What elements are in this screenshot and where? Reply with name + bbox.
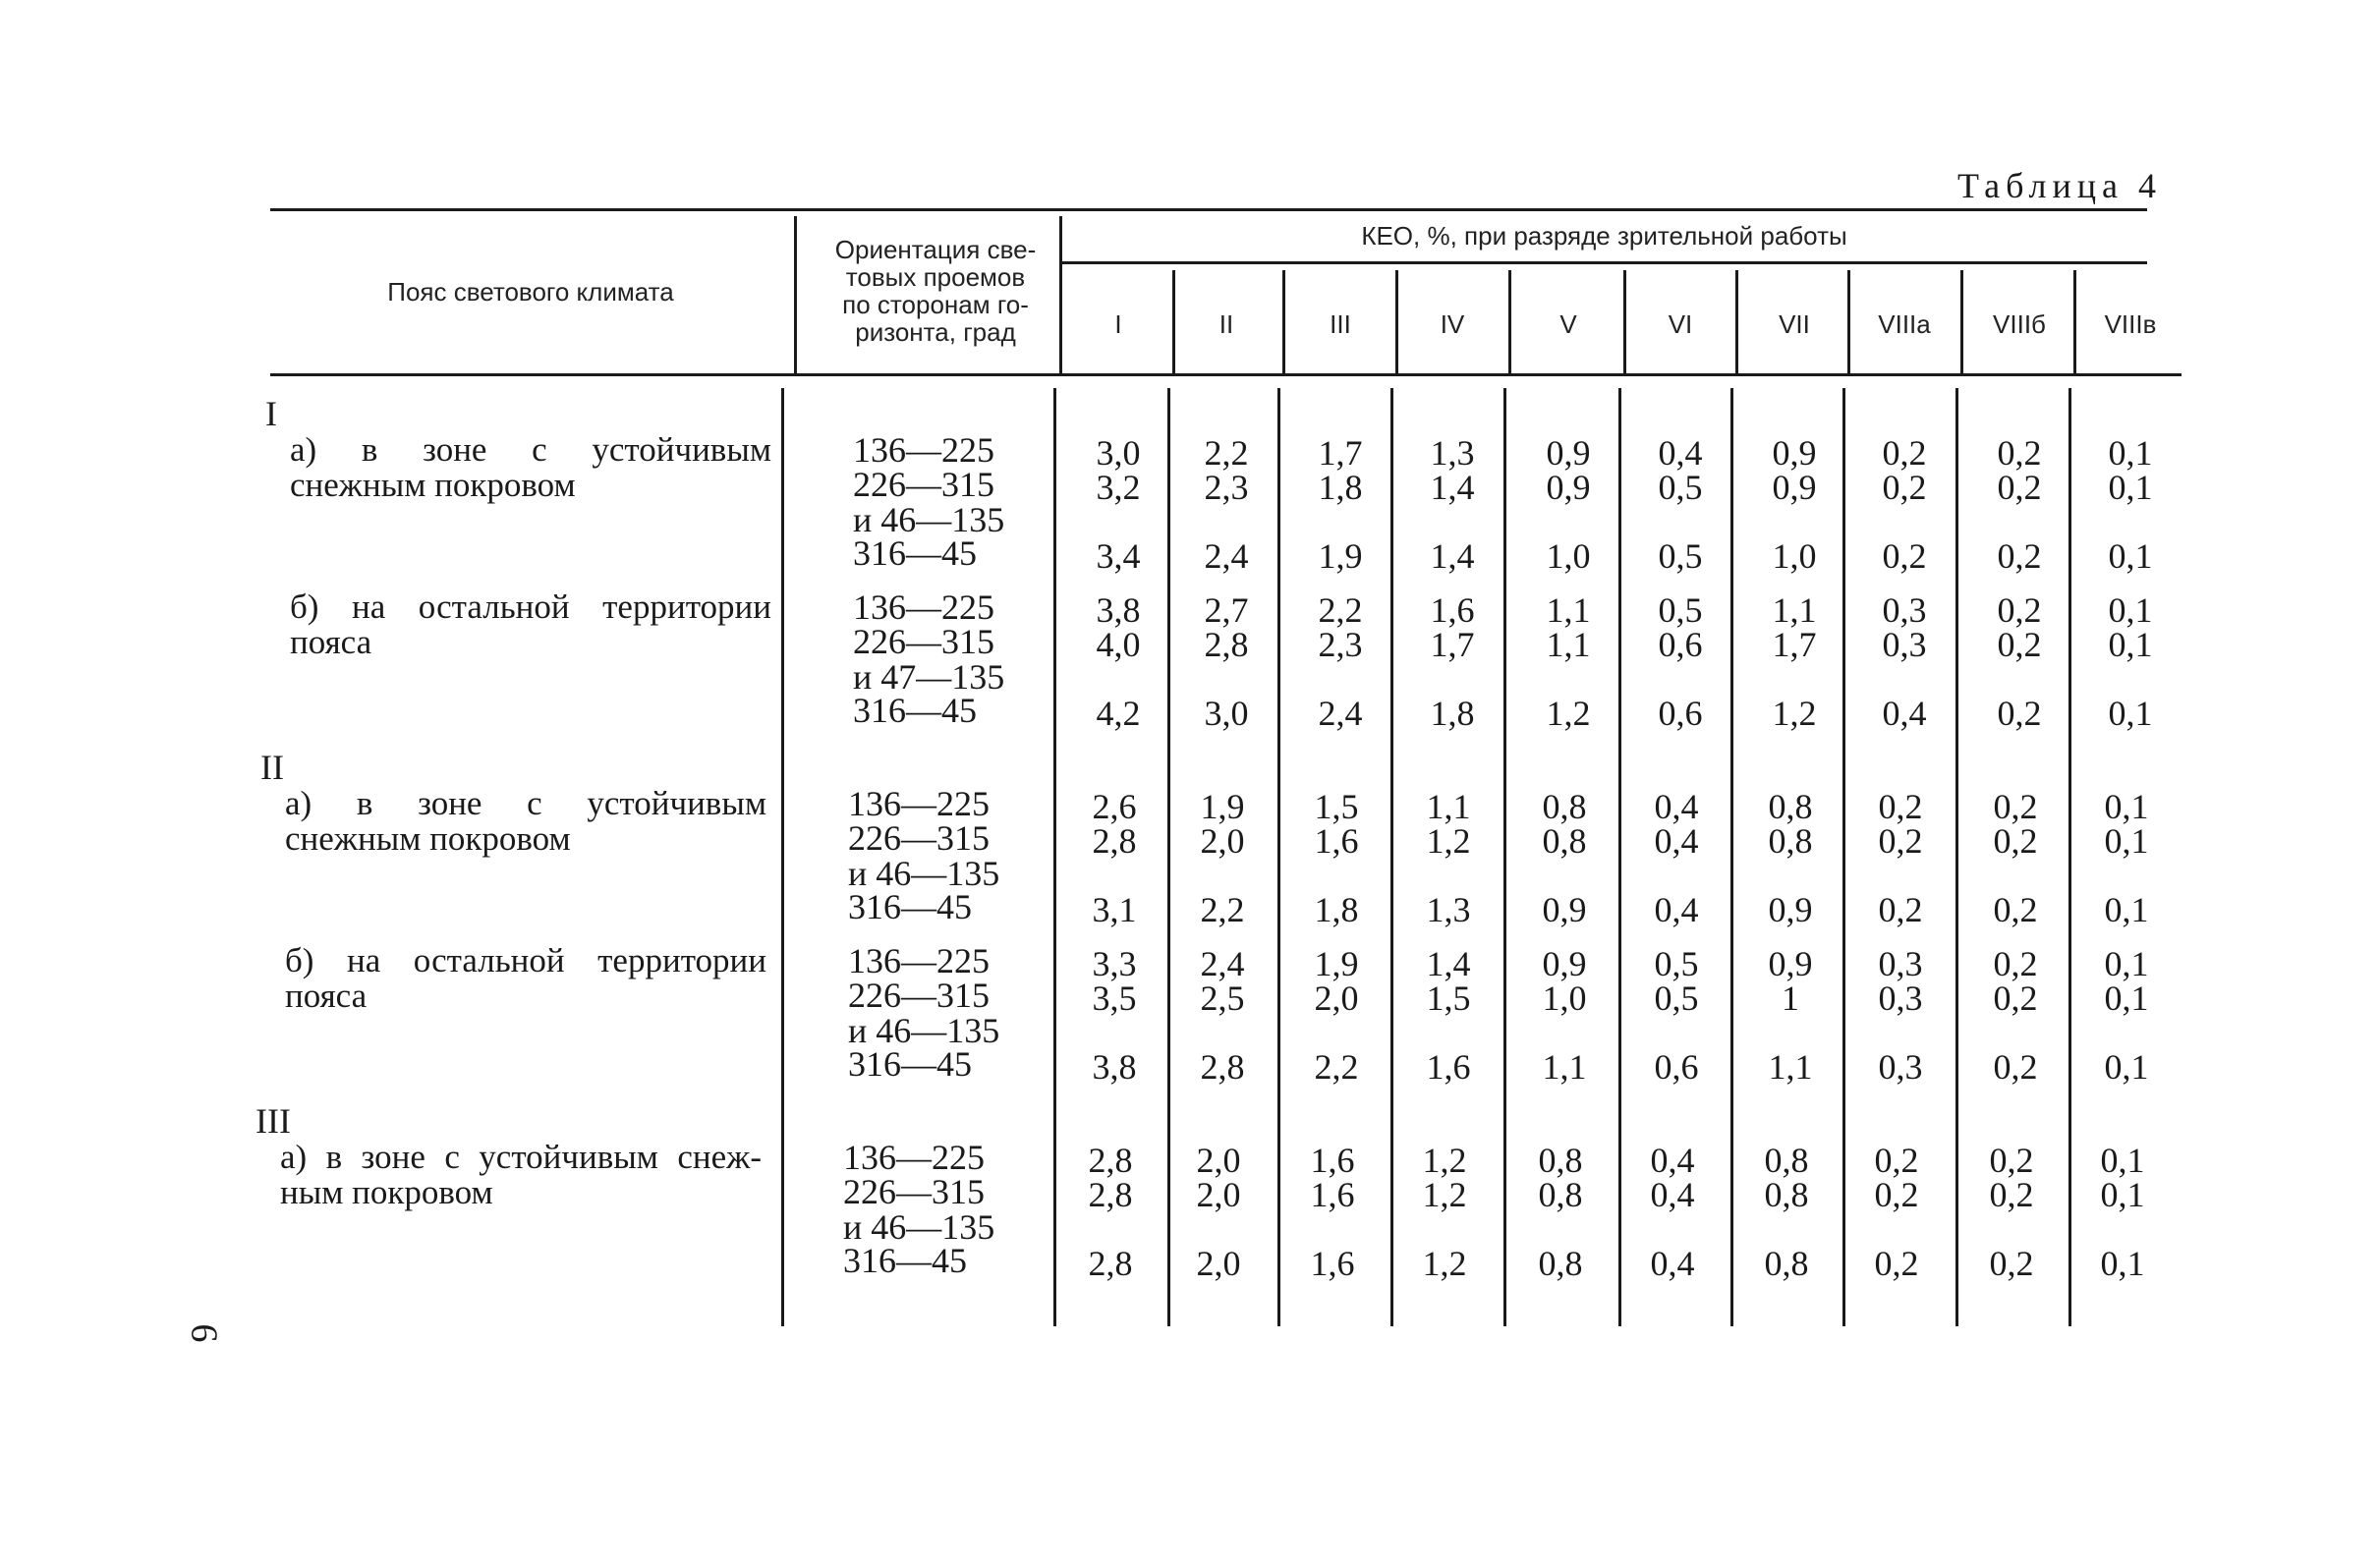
header-bottom-rule <box>270 373 2182 376</box>
keo-value-cell: 0,2 <box>1993 944 2038 983</box>
keo-value-cell: 1,0 <box>1542 979 1587 1018</box>
header-rule-zone <box>794 216 797 373</box>
keo-value-cell: 3,0 <box>1204 694 1249 733</box>
header-rule-grade <box>2073 270 2076 373</box>
keo-value-cell: 1,6 <box>1426 1047 1471 1087</box>
keo-value-cell: 0,3 <box>1878 1047 1923 1087</box>
keo-value-cell: 0,1 <box>2100 1175 2145 1214</box>
keo-value-cell: 3,2 <box>1096 468 1141 507</box>
orientation-cell <box>848 1046 972 1082</box>
keo-value-cell: 0,8 <box>1764 1141 1809 1180</box>
orientation-line: 226—315 <box>853 622 994 661</box>
orientation-line: 316—45 <box>853 691 977 730</box>
keo-value-cell: 1 <box>1782 979 1799 1018</box>
page-number: 6 <box>183 1323 225 1343</box>
keo-value-cell: 0,9 <box>1768 890 1813 929</box>
grade-header: III <box>1330 309 1351 339</box>
keo-value-cell: 2,4 <box>1318 694 1363 733</box>
subgroup-text-line: а) в зоне с устойчивым снеж- <box>280 1138 762 1176</box>
keo-value-cell: 3,4 <box>1096 536 1141 576</box>
keo-value-cell: 0,9 <box>1768 944 1813 983</box>
orientation-line: и 46—135 <box>848 854 1000 893</box>
keo-value-cell: 2,8 <box>1092 821 1137 861</box>
keo-value-cell: 1,3 <box>1426 890 1471 929</box>
subgroup-text-line: ным покровом <box>280 1173 493 1211</box>
header-rule-grade <box>1282 270 1285 373</box>
keo-value-cell: 0,4 <box>1654 890 1699 929</box>
header-rule-grade <box>1395 270 1398 373</box>
keo-value-cell: 1,3 <box>1430 433 1475 473</box>
keo-value-cell: 3,3 <box>1092 944 1137 983</box>
keo-value-cell: 2,0 <box>1196 1175 1241 1214</box>
keo-value-cell: 0,2 <box>1997 590 2042 630</box>
keo-value-cell: 0,3 <box>1882 590 1927 630</box>
keo-value-cell: 0,2 <box>1997 433 2042 473</box>
keo-value-cell: 0,2 <box>1882 536 1927 576</box>
keo-value-cell: 1,6 <box>1310 1175 1355 1214</box>
keo-value-cell: 0,1 <box>2100 1141 2145 1180</box>
orientation-line: 316—45 <box>848 1044 972 1084</box>
orientation-line: 316—45 <box>853 533 977 573</box>
keo-value-cell: 2,8 <box>1088 1141 1133 1180</box>
keo-value-cell: 0,8 <box>1538 1141 1583 1180</box>
grade-header: VI <box>1668 309 1693 339</box>
keo-value-cell: 0,2 <box>1997 536 2042 576</box>
keo-value-cell: 0,2 <box>1993 1047 2038 1087</box>
keo-value-cell: 0,1 <box>2104 944 2149 983</box>
orientation-line: 226—315 <box>843 1172 985 1211</box>
keo-value-cell: 1,8 <box>1314 890 1359 929</box>
header-rule-grade <box>1960 270 1963 373</box>
zone-label: I <box>265 394 277 433</box>
keo-value-cell: 0,6 <box>1658 625 1703 664</box>
keo-value-cell: 2,5 <box>1200 979 1245 1018</box>
keo-value-cell: 1,9 <box>1318 536 1363 576</box>
keo-value-cell: 3,8 <box>1096 590 1141 630</box>
keo-value-cell: 2,0 <box>1196 1244 1241 1283</box>
orientation-cell <box>853 624 1004 695</box>
keo-value-cell: 2,8 <box>1204 625 1249 664</box>
keo-value-cell: 1,2 <box>1422 1141 1467 1180</box>
keo-value-cell: 0,8 <box>1768 821 1813 861</box>
keo-value-cell: 0,4 <box>1650 1244 1695 1283</box>
keo-value-cell: 0,8 <box>1542 821 1587 861</box>
zone-label: II <box>260 748 284 787</box>
keo-value-cell: 0,1 <box>2104 979 2149 1018</box>
keo-value-cell: 0,2 <box>1993 890 2038 929</box>
subgroup-text <box>285 786 766 857</box>
orientation-line: 136—225 <box>853 430 994 470</box>
orientation-line: 226—315 <box>848 976 990 1015</box>
keo-value-cell: 0,1 <box>2108 433 2153 473</box>
subgroup-text <box>280 1140 762 1210</box>
keo-value-cell: 0,4 <box>1654 787 1699 826</box>
keo-value-cell: 0,1 <box>2108 468 2153 507</box>
keo-value-cell: 0,1 <box>2108 694 2153 733</box>
keo-value-cell: 2,8 <box>1088 1244 1133 1283</box>
subgroup-text-line: б) на остальной территории <box>285 941 766 979</box>
subgroup-text-line: снежным покровом <box>290 466 576 504</box>
keo-value-cell: 0,4 <box>1650 1141 1695 1180</box>
keo-value-cell: 0,2 <box>1993 979 2038 1018</box>
subgroup-text-line: а) в зоне с устойчивым <box>285 784 766 822</box>
table-caption: Таблица 4 <box>1957 166 2162 205</box>
orientation-line: и 46—135 <box>843 1207 995 1247</box>
keo-value-cell: 0,4 <box>1654 821 1699 861</box>
keo-value-cell: 2,7 <box>1204 590 1249 630</box>
header-keo-title: КЕО, %, при разряде зрительной работы <box>1361 221 1847 251</box>
keo-value-cell: 2,4 <box>1204 536 1249 576</box>
keo-value-cell: 0,1 <box>2100 1244 2145 1283</box>
orientation-line: 136—225 <box>848 941 990 980</box>
table-top-rule <box>270 208 2147 211</box>
header-orientation-line: ризонта, град <box>855 317 1016 347</box>
keo-value-cell: 1,2 <box>1772 694 1817 733</box>
keo-value-cell: 1,4 <box>1426 944 1471 983</box>
keo-value-cell: 1,7 <box>1430 625 1475 664</box>
keo-value-cell: 1,1 <box>1546 590 1591 630</box>
keo-value-cell: 0,5 <box>1658 590 1703 630</box>
keo-value-cell: 0,9 <box>1546 433 1591 473</box>
keo-value-cell: 1,1 <box>1542 1047 1587 1087</box>
keo-value-cell: 2,3 <box>1204 468 1249 507</box>
keo-value-cell: 0,5 <box>1654 979 1699 1018</box>
keo-value-cell: 0,4 <box>1650 1175 1695 1214</box>
keo-value-cell: 2,0 <box>1314 979 1359 1018</box>
keo-value-cell: 0,1 <box>2104 821 2149 861</box>
keo-value-cell: 0,3 <box>1882 625 1927 664</box>
keo-value-cell: 0,1 <box>2108 625 2153 664</box>
keo-value-cell: 0,9 <box>1542 890 1587 929</box>
header-rule-grade <box>1623 270 1626 373</box>
keo-value-cell: 0,1 <box>2108 590 2153 630</box>
keo-value-cell: 2,2 <box>1204 433 1249 473</box>
keo-value-cell: 0,4 <box>1882 694 1927 733</box>
keo-value-cell: 0,2 <box>1874 1141 1919 1180</box>
orientation-cell <box>843 1140 985 1175</box>
grade-header: I <box>1114 309 1122 339</box>
keo-value-cell: 3,0 <box>1096 433 1141 473</box>
keo-value-cell: 0,2 <box>1997 625 2042 664</box>
subgroup-text <box>290 432 771 503</box>
keo-value-cell: 0,8 <box>1768 787 1813 826</box>
header-zone: Пояс светового климата <box>387 277 674 307</box>
keo-value-cell: 1,9 <box>1314 944 1359 983</box>
orientation-cell <box>848 820 999 891</box>
keo-value-cell: 0,2 <box>1882 468 1927 507</box>
keo-value-cell: 2,6 <box>1092 787 1137 826</box>
orientation-line: и 47—135 <box>853 657 1005 697</box>
keo-value-cell: 1,7 <box>1318 433 1363 473</box>
keo-value-cell: 0,3 <box>1878 979 1923 1018</box>
subgroup-text-line: а) в зоне с устойчивым <box>290 430 771 469</box>
orientation-line: 136—225 <box>843 1138 985 1177</box>
keo-value-cell: 2,8 <box>1200 1047 1245 1087</box>
keo-value-cell: 0,6 <box>1654 1047 1699 1087</box>
keo-value-cell: 0,8 <box>1538 1175 1583 1214</box>
orientation-cell <box>848 978 999 1048</box>
orientation-cell <box>848 786 990 821</box>
orientation-line: 316—45 <box>848 887 972 926</box>
keo-value-cell: 1,6 <box>1314 821 1359 861</box>
keo-value-cell: 2,0 <box>1200 821 1245 861</box>
orientation-cell <box>848 943 990 979</box>
keo-value-cell: 1,1 <box>1546 625 1591 664</box>
keo-value-cell: 0,1 <box>2104 890 2149 929</box>
keo-value-cell: 4,0 <box>1096 625 1141 664</box>
keo-value-cell: 0,9 <box>1546 468 1591 507</box>
keo-value-cell: 0,2 <box>1997 694 2042 733</box>
keo-value-cell: 1,0 <box>1772 536 1817 576</box>
keo-value-cell: 0,2 <box>1874 1175 1919 1214</box>
keo-value-cell: 0,3 <box>1878 944 1923 983</box>
keo-value-cell: 0,5 <box>1654 944 1699 983</box>
keo-value-cell: 0,8 <box>1538 1244 1583 1283</box>
orientation-line: 136—225 <box>848 784 990 823</box>
zone-label: III <box>255 1101 291 1141</box>
orientation-cell <box>853 693 977 728</box>
keo-value-cell: 0,2 <box>1989 1244 2034 1283</box>
subgroup-text <box>285 943 766 1014</box>
grade-header: VIIIа <box>1878 309 1931 339</box>
subgroup-text-line: пояса <box>285 977 368 1015</box>
keo-value-cell: 2,0 <box>1196 1141 1241 1180</box>
keo-value-cell: 0,8 <box>1542 787 1587 826</box>
keo-value-cell: 0,1 <box>2104 1047 2149 1087</box>
keo-value-cell: 1,4 <box>1430 536 1475 576</box>
keo-value-cell: 1,0 <box>1546 536 1591 576</box>
keo-value-cell: 1,1 <box>1426 787 1471 826</box>
keo-value-cell: 1,8 <box>1318 468 1363 507</box>
subgroup-text <box>290 589 771 660</box>
keo-value-cell: 0,2 <box>1882 433 1927 473</box>
keo-value-cell: 1,4 <box>1430 468 1475 507</box>
orientation-line: 226—315 <box>848 818 990 858</box>
orientation-line: и 46—135 <box>848 1011 1000 1050</box>
grade-header: V <box>1559 309 1577 339</box>
keo-value-cell: 0,2 <box>1878 821 1923 861</box>
grade-header: VIIIб <box>1993 309 2046 339</box>
keo-value-cell: 3,1 <box>1092 890 1137 929</box>
grade-header: VII <box>1779 309 1810 339</box>
grade-header: II <box>1218 309 1234 339</box>
orientation-cell <box>843 1243 967 1278</box>
orientation-cell <box>853 432 994 468</box>
keo-value-cell: 0,9 <box>1542 944 1587 983</box>
keo-value-cell: 0,5 <box>1658 536 1703 576</box>
keo-value-cell: 0,9 <box>1772 468 1817 507</box>
keo-value-cell: 4,2 <box>1096 694 1141 733</box>
header-orientation-line: Ориентация све- <box>834 235 1037 264</box>
keo-value-cell: 0,2 <box>1993 787 2038 826</box>
grade-header: IV <box>1440 309 1465 339</box>
grade-header: VIIIв <box>2104 309 2157 339</box>
keo-value-cell: 0,2 <box>1878 890 1923 929</box>
keo-value-cell: 2,8 <box>1088 1175 1133 1214</box>
keo-value-cell: 2,2 <box>1318 590 1363 630</box>
keo-value-cell: 0,2 <box>1997 468 2042 507</box>
orientation-cell <box>843 1174 994 1245</box>
keo-value-cell: 1,2 <box>1426 821 1471 861</box>
keo-value-cell: 2,2 <box>1200 890 1245 929</box>
orientation-line: 316—45 <box>843 1241 967 1280</box>
keo-value-cell: 2,2 <box>1314 1047 1359 1087</box>
keo-value-cell: 0,2 <box>1989 1141 2034 1180</box>
keo-value-cell: 1,5 <box>1426 979 1471 1018</box>
keo-value-cell: 0,1 <box>2104 787 2149 826</box>
keo-value-cell: 1,6 <box>1310 1244 1355 1283</box>
keo-value-cell: 0,8 <box>1764 1175 1809 1214</box>
orientation-cell <box>853 535 977 571</box>
keo-value-cell: 0,4 <box>1658 433 1703 473</box>
keo-value-cell: 1,8 <box>1430 694 1475 733</box>
header-rule-grade <box>1172 270 1175 373</box>
header-orientation <box>808 236 1063 346</box>
keo-value-cell: 0,2 <box>1874 1244 1919 1283</box>
keo-subheader-rule <box>1061 261 2147 264</box>
keo-value-cell: 1,2 <box>1422 1175 1467 1214</box>
orientation-line: 226—315 <box>853 465 994 504</box>
keo-value-cell: 0,2 <box>1989 1175 2034 1214</box>
keo-value-cell: 0,1 <box>2108 536 2153 576</box>
keo-value-cell: 2,3 <box>1318 625 1363 664</box>
keo-value-cell: 0,5 <box>1658 468 1703 507</box>
orientation-cell <box>848 889 972 924</box>
keo-value-cell: 0,9 <box>1772 433 1817 473</box>
header-rule-grade <box>1847 270 1850 373</box>
keo-value-cell: 1,1 <box>1768 1047 1813 1087</box>
keo-value-cell: 1,9 <box>1200 787 1245 826</box>
keo-value-cell: 2,4 <box>1200 944 1245 983</box>
keo-value-cell: 1,5 <box>1314 787 1359 826</box>
keo-value-cell: 1,6 <box>1430 590 1475 630</box>
header-rule-grade <box>1735 270 1738 373</box>
keo-value-cell: 0,6 <box>1658 694 1703 733</box>
subgroup-text-line: б) на остальной территории <box>290 587 771 626</box>
keo-value-cell: 3,8 <box>1092 1047 1137 1087</box>
keo-value-cell: 1,7 <box>1772 625 1817 664</box>
header-orientation-line: по сторонам го- <box>842 290 1029 319</box>
subgroup-text-line: снежным покровом <box>285 819 571 858</box>
keo-value-cell: 3,5 <box>1092 979 1137 1018</box>
header-rule-grade <box>1508 270 1511 373</box>
orientation-line: 136—225 <box>853 587 994 627</box>
keo-value-cell: 0,2 <box>1878 787 1923 826</box>
orientation-cell <box>853 467 1004 537</box>
keo-value-cell: 1,1 <box>1772 590 1817 630</box>
keo-value-cell: 0,8 <box>1764 1244 1809 1283</box>
body-rule-zone <box>781 388 784 1326</box>
header-orientation-line: товых проемов <box>845 262 1026 292</box>
subgroup-text-line: пояса <box>290 623 372 661</box>
keo-value-cell: 1,2 <box>1546 694 1591 733</box>
keo-value-cell: 1,6 <box>1310 1141 1355 1180</box>
keo-value-cell: 0,2 <box>1993 821 2038 861</box>
orientation-cell <box>853 589 994 625</box>
header-rule-orientation <box>1059 216 1062 373</box>
keo-value-cell: 1,2 <box>1422 1244 1467 1283</box>
orientation-line: и 46—135 <box>853 500 1005 539</box>
